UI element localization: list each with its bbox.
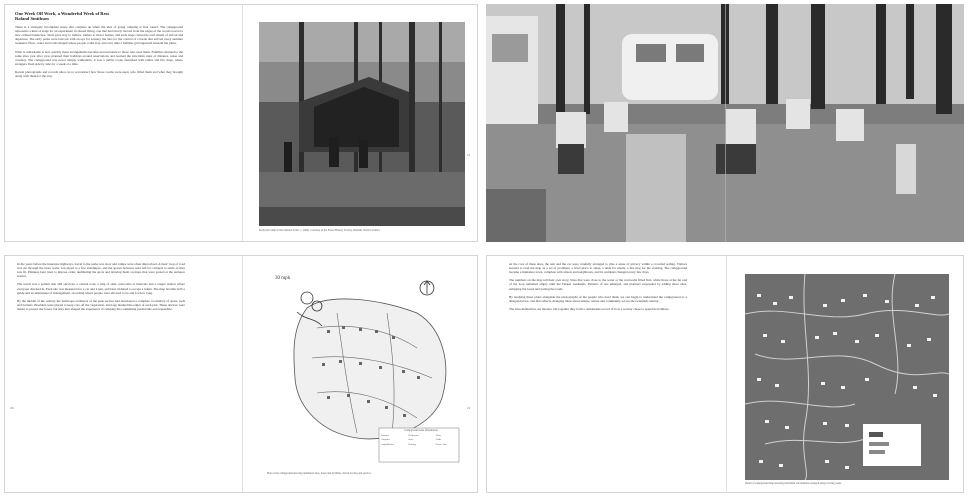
left-page-body-text: In the years before the interstate highways, travel to the parks was slow and camps were often improvised. A basic loop of road was cut through the trees, water was piped to a few standpipes, and the spaces between were left for campers to settle as they saw fit. Planners later tried to impose order, numbering the spots and drawing them on maps that were posted at the entrance station. The result was a pattern that still survives: a central road, a ring of sites, restrooms at intervals and a ranger station where everyone checked in. Each site was measured for a car and a tent, and later widened to accept a trailer. The map became both a guide and an instrument of management, recording where people were allowed to be and for how long. By the middle of the century the landscape architects of the park service had developed a complete vocabulary of spurs, pads and barriers. Boulders were placed to keep cars off the vegetation, and logs marked the edges of each plot. These devices were meant to protect the forest, but they also shaped the experience of camping into something predictable and repeatable.: [17, 262, 185, 312]
map-caption: Plan of the campground showing numbered sites, loops and facilities, drawn for the park service.: [267, 472, 372, 475]
spread-bottom-right: [486, 255, 964, 493]
page-number-right: 11: [467, 153, 471, 157]
spread-bottom-left: [4, 255, 478, 493]
spread-gutter: [725, 4, 726, 242]
spread-gutter: [726, 256, 727, 492]
spread-top-right: [486, 4, 964, 242]
spread-gutter: [242, 5, 243, 241]
spread-gutter: [242, 256, 243, 492]
legend-item: Picnic Area: [435, 442, 447, 446]
legend-item: Entrance: [381, 434, 390, 437]
page-number-right: 21: [467, 406, 471, 410]
map-scale-label: 30 mph: [275, 276, 291, 281]
tent-camp-photo-caption: Early tent camp in the national forest, c. 1920s. Courtesy of the Forest History Society, Durham, North Carolina.: [259, 229, 381, 232]
legend-item: Campfire: [381, 438, 391, 442]
legend-item: Trails: [435, 438, 442, 442]
map-legend: [381, 434, 461, 446]
detail-map-caption: Detail of campground map showing individual site markers arranged along curving roads.: [745, 482, 842, 485]
campground-detail-map: [745, 274, 949, 480]
left-page-body-text: There is a strangely incomplete sense that conjures up when the idea of going camping is first raised. The campground represents a kind of stage for an experiment in shared living, one that had slowly moved from the edges of the woods toward a new ordered landscape. Tents gave way to trailers, trailers to motor homes, and each stage carried its own rituals of arrival and departure. The early parks were laid out with an eye for scenery but also for the control of crowds that arrived every summer weekend. Fires, water and roads shaped where people could stay, and over time a familiar grid appeared beneath the pines. What is remarkable is how quickly these arrangements became second nature to those who used them. Families returned to the same sites year after year, planned their holidays around reservations and learned the unwritten rules of distance, noise and courtesy. The campground was never simply wilderness; it was a public room, furnished with tables and fire rings, where strangers lived side by side for a week at a time. Recent photographs and records allow us to reconstruct how those rooms were used, who filled them and what they brought along with them for the stay.: [15, 25, 183, 79]
tent-camp-photo: [259, 22, 465, 226]
legend-item: Water: [435, 434, 442, 437]
legend-item: Store: [408, 438, 414, 442]
map-legend-title: Campground Area Information: [404, 429, 438, 432]
legend-item: Restrooms: [408, 434, 419, 437]
page-number-left: 20: [10, 406, 14, 410]
spread-top-left: [4, 4, 478, 242]
legend-item: Parking: [408, 442, 416, 446]
left-page-body-text: At the core of these sites, the tent and the car were carefully arranged to give a sense of privacy within a crowded setting. Visitors learned to read the map as a set of promises: a level place to sleep, a table for meals, a fire ring for the evening. The campground became a miniature town, complete with streets and neighbours, and its residents changed every few days. The numbers on the map tell their own story. Sites that were close to the water or the restrooms filled first, while those at the far end of the loop remained empty until the busiest weekends. Patterns of use emerged, and planners responded by adding more sites, enlarging the loops and paving the roads. By studying these plans alongside the photographs of the people who used them, we can begin to understand the campground as a designed place, one that reflects changing ideas about leisure, nature and community across the twentieth century. The sites themselves are modest, but together they form a remarkable record of how a society chose to spend its holidays.: [509, 262, 687, 312]
chapter-title: One Week Off Work, a Wonderful Week of Rest Roland Smithson: [15, 11, 109, 22]
legend-item: Amphitheater: [381, 442, 395, 446]
